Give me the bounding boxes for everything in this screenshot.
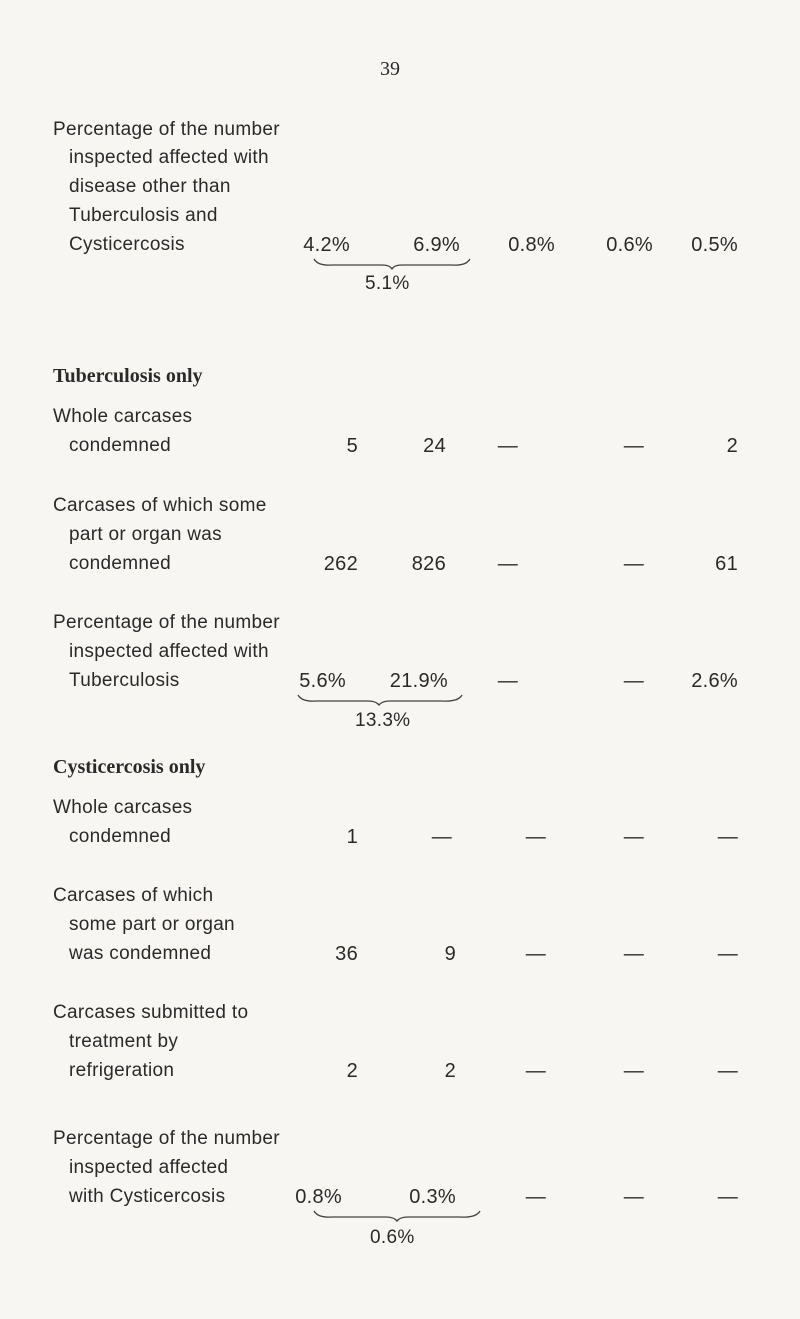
row-label-line: Carcases submitted to <box>53 1002 249 1023</box>
row-label-line: treatment by <box>69 1031 179 1052</box>
row-label-line: disease other than <box>69 176 231 197</box>
row-label-line: with Cysticercosis <box>69 1186 226 1207</box>
row-label-line: inspected affected with <box>69 641 269 662</box>
row-label-line: Percentage of the number <box>53 612 280 633</box>
value-cell: 1 <box>346 826 358 848</box>
row-label-line: Whole carcases <box>53 797 193 818</box>
value-cell: — <box>497 553 518 575</box>
row-label-line: Percentage of the number <box>53 1128 280 1149</box>
row-label-line: condemned <box>69 826 171 847</box>
row-label-line: Tuberculosis and <box>69 205 218 226</box>
value-cell: — <box>717 826 738 848</box>
value-cell: 2 <box>726 435 738 457</box>
value-cell: — <box>623 1060 644 1082</box>
row-label-line: Tuberculosis <box>69 670 180 691</box>
combined-value: 0.6% <box>370 1227 415 1248</box>
value-cell: 826 <box>411 553 446 575</box>
section-heading: Tuberculosis only <box>53 365 203 387</box>
value-cell: — <box>717 1060 738 1082</box>
value-cell: 0.6% <box>606 234 653 256</box>
row-label-line: Carcases of which <box>53 885 214 906</box>
combined-brace <box>296 692 464 706</box>
value-cell: 4.2% <box>303 234 350 256</box>
value-cell: 5 <box>346 435 358 457</box>
row-label-line: condemned <box>69 553 171 574</box>
value-cell: 2 <box>346 1060 358 1082</box>
combined-value: 5.1% <box>365 273 410 294</box>
value-cell: — <box>525 826 546 848</box>
row-label-line: some part or organ <box>69 914 235 935</box>
row-label-line: was condemned <box>69 943 212 964</box>
value-cell: — <box>497 435 518 457</box>
value-cell: — <box>623 435 644 457</box>
value-cell: — <box>525 943 546 965</box>
value-cell: — <box>717 943 738 965</box>
row-label-line: Carcases of which some <box>53 495 267 516</box>
row-label-line: condemned <box>69 435 171 456</box>
value-cell: — <box>623 826 644 848</box>
value-cell: 262 <box>323 553 358 575</box>
combined-brace <box>312 256 472 270</box>
value-cell: — <box>497 670 518 692</box>
value-cell: — <box>717 1186 738 1208</box>
value-cell: 0.8% <box>508 234 555 256</box>
value-cell: 9 <box>444 943 456 965</box>
value-cell: 6.9% <box>413 234 460 256</box>
value-cell: 0.3% <box>409 1186 456 1208</box>
value-cell: 61 <box>715 553 738 575</box>
row-label-line: inspected affected <box>69 1157 229 1178</box>
row-label-line: part or organ was <box>69 524 222 545</box>
value-cell: 2 <box>444 1060 456 1082</box>
value-cell: 36 <box>335 943 358 965</box>
combined-brace <box>312 1208 482 1222</box>
value-cell: — <box>525 1060 546 1082</box>
combined-value: 13.3% <box>355 710 411 731</box>
value-cell: 0.8% <box>295 1186 342 1208</box>
page-number: 39 <box>380 58 400 80</box>
value-cell: 24 <box>423 435 446 457</box>
value-cell: 0.5% <box>691 234 738 256</box>
section-heading: Cysticercosis only <box>53 756 206 778</box>
row-label-line: refrigeration <box>69 1060 175 1081</box>
row-label-line: Cysticercosis <box>69 234 185 255</box>
value-cell: — <box>623 670 644 692</box>
row-label-line: Percentage of the number <box>53 119 280 140</box>
value-cell: — <box>431 826 452 848</box>
value-cell: — <box>623 553 644 575</box>
value-cell: 5.6% <box>299 670 346 692</box>
value-cell: — <box>525 1186 546 1208</box>
row-label-line: inspected affected with <box>69 147 269 168</box>
value-cell: 21.9% <box>389 670 448 692</box>
value-cell: 2.6% <box>691 670 738 692</box>
value-cell: — <box>623 943 644 965</box>
value-cell: — <box>623 1186 644 1208</box>
row-label-line: Whole carcases <box>53 406 193 427</box>
